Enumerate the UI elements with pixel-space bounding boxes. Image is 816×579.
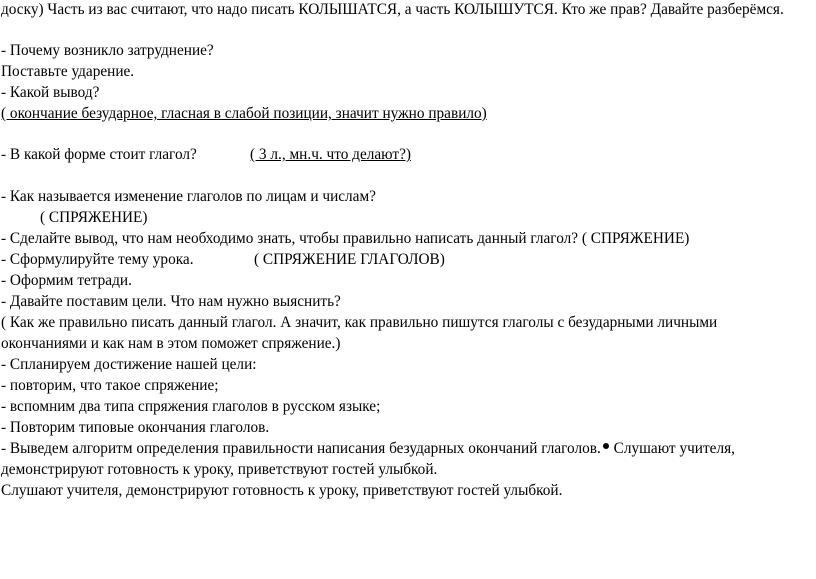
text-line-goals: - Давайте поставим цели. Что нам нужно выяснить? bbox=[1, 293, 341, 310]
text-line-conjugation-question: - Как называется изменение глаголов по лицам и числам? bbox=[1, 188, 376, 205]
text-line-question-difficulty: - Почему возникло затруднение? bbox=[1, 42, 214, 59]
text-line-plan-item-1: - повторим, что такое спряжение; bbox=[1, 377, 219, 394]
text-line-plan: - Спланируем достижение нашей цели: bbox=[1, 356, 257, 373]
text-line-plan-item-2: - вспомним два типа спряжения глаголов в русском языке; bbox=[1, 398, 381, 415]
lesson-topic-answer: ( СПРЯЖЕНИЕ ГЛАГОЛОВ) bbox=[254, 251, 445, 268]
verb-form-answer: ( 3 л., мн.ч. что делают?) bbox=[250, 146, 411, 163]
verb-form-question: - В какой форме стоит глагол? bbox=[1, 146, 197, 163]
text-line-conjugation-answer: ( СПРЯЖЕНИЕ) bbox=[40, 209, 148, 226]
lesson-topic-question: - Сформулируйте тему урока. bbox=[1, 251, 194, 268]
text-line-conclusion-question: - Какой вывод? bbox=[1, 84, 100, 101]
text-line-conclusion-answer: ( окончание безударное, гласная в слабой позиции, значит нужно правило) bbox=[1, 105, 487, 122]
text-line-verb-form bbox=[1, 145, 411, 165]
text-line-students-repeat: Слушают учителя, демонстрируют готовность к уроку, приветствуют гостей улыбкой. bbox=[1, 482, 563, 499]
text-line-stress: Поставьте ударение. bbox=[1, 63, 135, 80]
students-listen-text: Слушают учителя, bbox=[609, 440, 735, 457]
text-line-plan-item-3: - Повторим типовые окончания глаголов. bbox=[1, 419, 270, 436]
text-line-lesson-topic bbox=[1, 250, 445, 270]
text-line-intro: доску) Часть из вас считают, что надо писать КОЛЫШАТСЯ, а часть КОЛЫШУТСЯ. Кто же прав? Давайте разберёмся. bbox=[1, 1, 784, 18]
text-line-students-ready: демонстрируют готовность к уроку, приветствуют гостей улыбкой. bbox=[1, 461, 438, 478]
text-line-make-conclusion: - Сделайте вывод, что нам необходимо знать, чтобы правильно написать данный глагол? ( СПРЯЖЕНИЕ) bbox=[1, 230, 690, 247]
algorithm-text: - Выведем алгоритм определения правильности написания безударных окончаний глаголов. bbox=[1, 440, 601, 457]
text-line-plan-item-4 bbox=[1, 439, 735, 459]
text-line-goals-answer-1: ( Как же правильно писать данный глагол. А значит, как правильно пишутся глаголы с безударными личными bbox=[1, 314, 718, 331]
bullet-dot-icon bbox=[603, 443, 609, 449]
text-line-notebooks: - Оформим тетради. bbox=[1, 272, 132, 289]
text-line-goals-answer-2: окончаниями и как нам в этом поможет спряжение.) bbox=[1, 335, 341, 352]
